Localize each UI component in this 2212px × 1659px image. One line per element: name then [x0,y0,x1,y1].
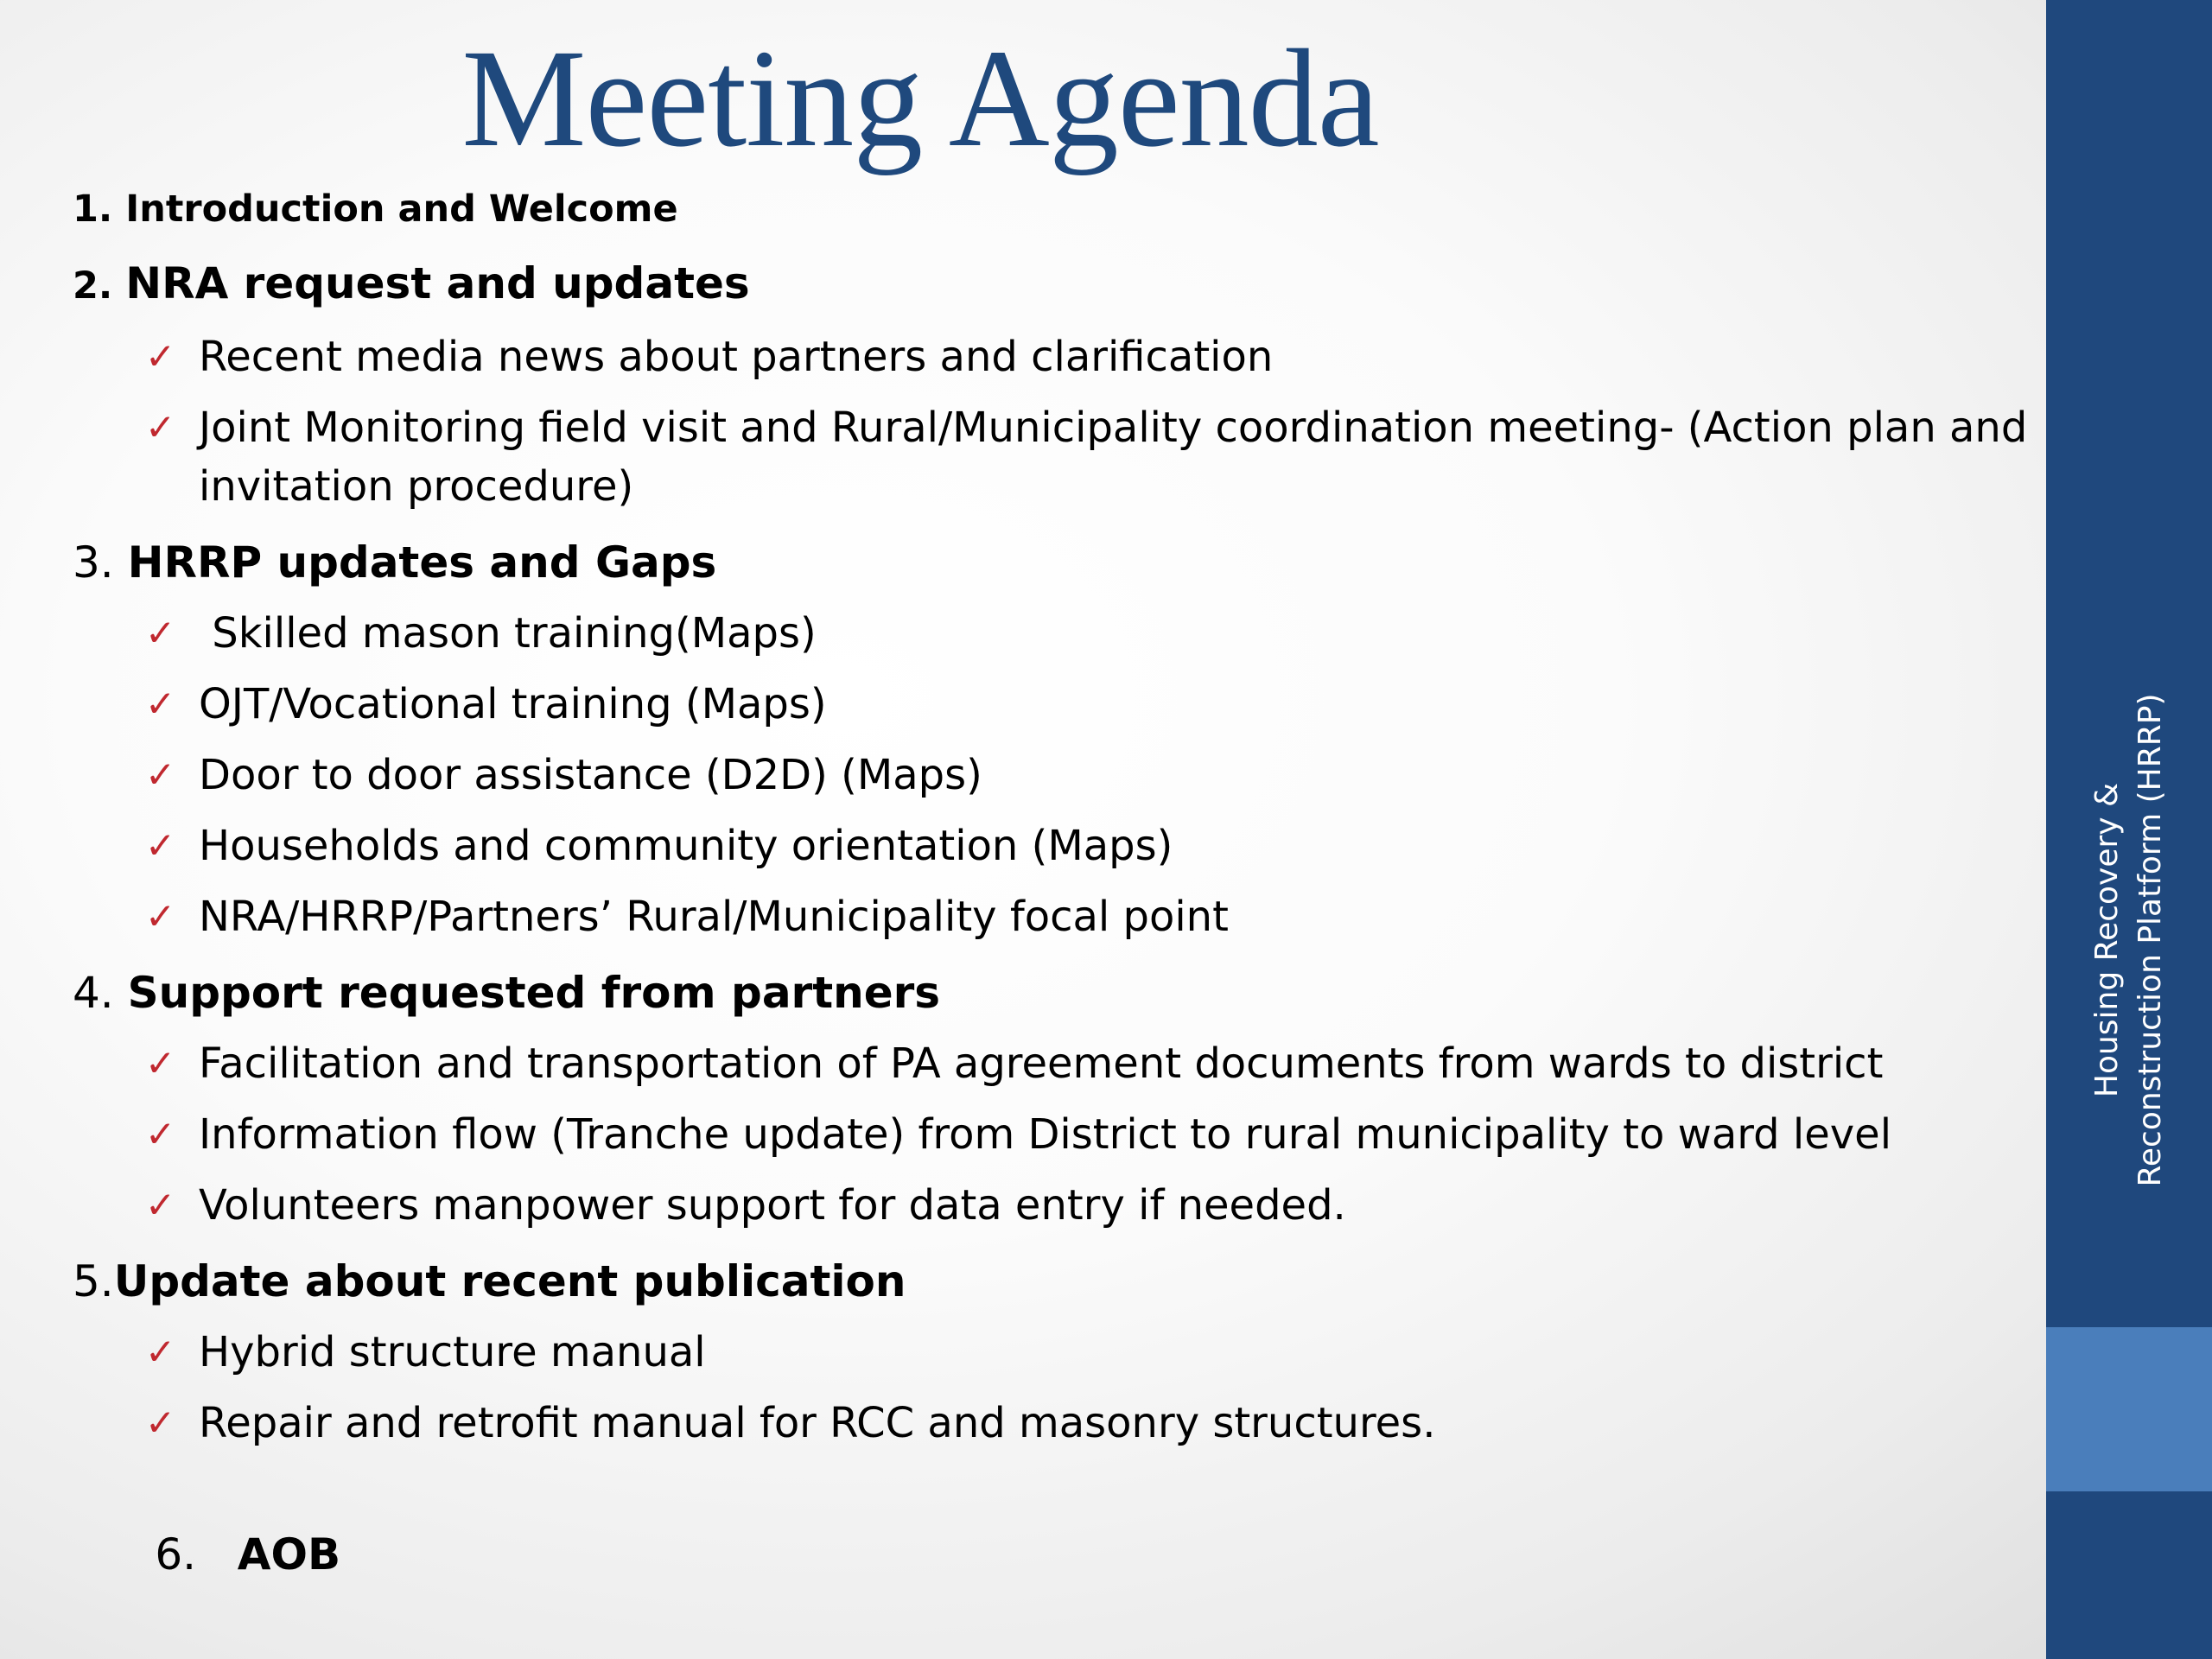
agenda-section [73,1254,2034,1309]
section-number: 1. [73,188,126,231]
section-number: 2. [73,264,126,308]
section-heading: NRA request and updates [125,258,750,308]
slide-title: Meeting Agenda [461,22,1379,176]
sidebar-band [2046,0,2212,1659]
item-text: Information flow (Tranche update) from District to rural municipality to ward level [199,1110,1892,1159]
sidebar-line: Reconstruction Platform (HRRP) [2133,693,2168,1187]
section-number: 4. [73,968,128,1018]
list-item [73,1176,2034,1235]
agenda-section [73,181,2034,237]
list-item [73,746,2034,804]
checkmark-icon: ✓ [145,895,176,938]
section-items [73,1323,2034,1452]
checkmark-icon: ✓ [145,1042,176,1084]
item-text: NRA/HRRP/Partners’ Rural/Municipality focal point [199,893,1229,941]
list-item [73,1394,2034,1452]
checkmark-icon: ✓ [145,612,176,654]
checkmark-icon: ✓ [145,406,176,448]
checkmark-icon: ✓ [145,1113,176,1155]
item-text: Door to door assistance (D2D) (Maps) [199,751,982,799]
checkmark-icon: ✓ [145,1331,176,1373]
agenda-section [73,256,2034,314]
section-items [73,327,2034,516]
agenda-section [73,535,2034,590]
checkmark-icon: ✓ [145,683,176,725]
item-text: OJT/Vocational training (Maps) [199,680,827,728]
item-text: Volunteers manpower support for data entry if needed. [199,1181,1346,1230]
list-item [73,887,2034,946]
item-text: Joint Monitoring field visit and Rural/Municipality coordination meeting- (Action plan and invitation procedure) [199,404,2028,511]
section-items [73,604,2034,946]
sidebar-line: Housing Recovery & [2089,782,2125,1098]
checkmark-icon: ✓ [145,1402,176,1444]
agenda-section [73,1471,2034,1637]
item-text: Repair and retrofit manual for RCC and masonry structures. [199,1399,1436,1447]
checkmark-icon: ✓ [145,335,176,378]
list-item [73,1105,2034,1164]
section-heading: Update about recent publication [113,1256,906,1306]
item-text: Recent media news about partners and clarification [199,333,1274,381]
list-item [73,675,2034,734]
item-text: Hybrid structure manual [199,1328,706,1376]
agenda-section [73,965,2034,1020]
section-heading: Introduction and Welcome [125,188,678,231]
checkmark-icon: ✓ [145,824,176,867]
section-items [73,1034,2034,1235]
sidebar-org-name [2086,681,2172,1199]
section-number: 3. [73,537,128,588]
section-heading: AOB [237,1529,341,1580]
sidebar-accent-block [2046,1327,2212,1491]
item-text: Households and community orientation (Maps) [199,822,1173,870]
section-number: 5. [73,1256,114,1306]
checkmark-icon: ✓ [145,753,176,796]
list-item [73,817,2034,875]
section-number: 6. [155,1529,238,1580]
checkmark-icon: ✓ [145,1184,176,1226]
list-item [73,1034,2034,1093]
item-text: Skilled mason training(Maps) [199,609,817,658]
list-item [73,604,2034,663]
section-heading: Support requested from partners [127,968,941,1018]
agenda-list [73,181,2034,1651]
list-item [73,398,2034,516]
item-text: Facilitation and transportation of PA agreement documents from wards to district [199,1039,1884,1088]
section-heading: HRRP updates and Gaps [127,537,717,588]
list-item [73,327,2034,386]
list-item [73,1323,2034,1382]
